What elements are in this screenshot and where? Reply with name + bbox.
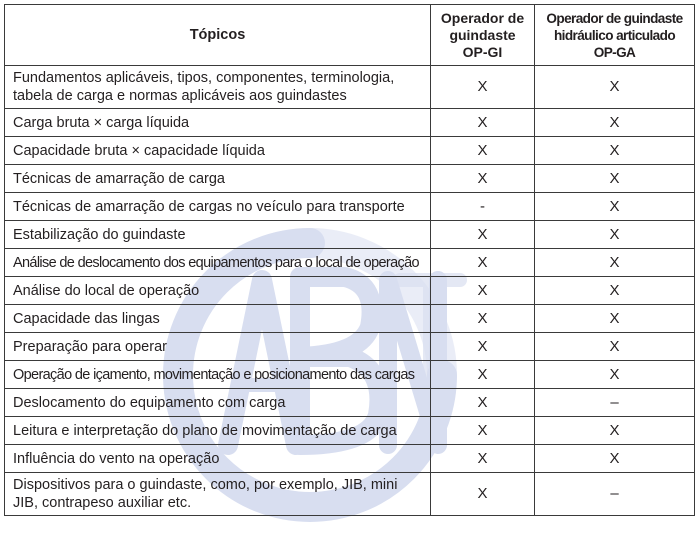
table-row xyxy=(5,333,695,361)
header-op-ga-line: Operador de guindaste xyxy=(546,10,683,26)
op-ga-cell: X xyxy=(535,277,695,305)
table-row xyxy=(5,417,695,445)
op-ga-cell: X xyxy=(535,417,695,445)
table-row xyxy=(5,165,695,193)
op-ga-cell: X xyxy=(535,66,695,109)
op-gi-cell: X xyxy=(431,66,535,109)
op-gi-cell: X xyxy=(431,109,535,137)
header-op-gi-line: guindaste xyxy=(449,26,516,43)
topic-cell: Análise do local de operação xyxy=(5,277,431,305)
training-topics-table xyxy=(4,4,695,516)
topic-cell: Leitura e interpretação do plano de movimentação de carga xyxy=(5,417,431,445)
topic-cell: Capacidade das lingas xyxy=(5,305,431,333)
op-ga-cell: X xyxy=(535,305,695,333)
header-op-ga-line: hidráulico articulado xyxy=(553,27,676,43)
header-op-gi-line: OP-GI xyxy=(462,43,503,60)
topic-cell: Deslocamento do equipamento com carga xyxy=(5,389,431,417)
op-gi-cell: X xyxy=(431,473,535,516)
op-gi-cell: X xyxy=(431,389,535,417)
topic-cell: Técnicas de amarração de carga xyxy=(5,165,431,193)
topic-cell: Análise de deslocamento dos equipamentos para o local de operação xyxy=(5,249,431,277)
op-ga-cell: X xyxy=(535,109,695,137)
topic-cell: Técnicas de amarração de cargas no veículo para transporte xyxy=(5,193,431,221)
op-gi-cell: X xyxy=(431,165,535,193)
table-header-row xyxy=(5,5,695,66)
op-ga-cell: X xyxy=(535,333,695,361)
op-ga-cell: X xyxy=(535,137,695,165)
op-ga-cell: X xyxy=(535,361,695,389)
header-topics: Tópicos xyxy=(5,5,431,66)
op-gi-cell: X xyxy=(431,333,535,361)
topic-cell: Influência do vento na operação xyxy=(5,445,431,473)
op-gi-cell: X xyxy=(431,249,535,277)
table-row xyxy=(5,305,695,333)
header-op-gi xyxy=(431,5,535,66)
topic-line: tabela de carga e normas aplicáveis aos guindastes xyxy=(13,88,347,104)
table-row xyxy=(5,221,695,249)
table-row xyxy=(5,277,695,305)
topic-cell xyxy=(5,66,431,109)
op-gi-cell: X xyxy=(431,305,535,333)
table-row xyxy=(5,137,695,165)
header-op-ga-line: OP-GA xyxy=(593,44,636,60)
topic-cell xyxy=(5,473,431,516)
topic-cell: Capacidade bruta × capacidade líquida xyxy=(5,137,431,165)
topic-line: JIB, contrapeso auxiliar etc. xyxy=(13,495,192,511)
op-gi-cell: X xyxy=(431,277,535,305)
table-row xyxy=(5,445,695,473)
table-row xyxy=(5,109,695,137)
op-gi-cell: X xyxy=(431,361,535,389)
topic-cell: Operação de içamento, movimentação e posicionamento das cargas xyxy=(5,361,431,389)
op-ga-cell: X xyxy=(535,165,695,193)
table-row xyxy=(5,193,695,221)
table-row xyxy=(5,389,695,417)
table-row xyxy=(5,473,695,516)
op-gi-cell: X xyxy=(431,417,535,445)
table-row xyxy=(5,361,695,389)
op-ga-cell: X xyxy=(535,249,695,277)
op-ga-cell: – xyxy=(535,389,695,417)
op-gi-cell: X xyxy=(431,137,535,165)
op-gi-cell: X xyxy=(431,221,535,249)
topic-cell: Estabilização do guindaste xyxy=(5,221,431,249)
op-gi-cell: - xyxy=(431,193,535,221)
op-ga-cell: X xyxy=(535,193,695,221)
table-row xyxy=(5,249,695,277)
table-row xyxy=(5,66,695,109)
topic-cell: Preparação para operar xyxy=(5,333,431,361)
topic-line: Fundamentos aplicáveis, tipos, componentes, terminologia, xyxy=(13,70,395,86)
op-ga-cell: – xyxy=(535,473,695,516)
topic-cell: Carga bruta × carga líquida xyxy=(5,109,431,137)
header-op-ga xyxy=(535,5,695,66)
header-op-gi-line: Operador de xyxy=(440,9,525,26)
topic-line: Dispositivos para o guindaste, como, por exemplo, JIB, mini xyxy=(13,477,398,493)
op-ga-cell: X xyxy=(535,445,695,473)
op-ga-cell: X xyxy=(535,221,695,249)
op-gi-cell: X xyxy=(431,445,535,473)
